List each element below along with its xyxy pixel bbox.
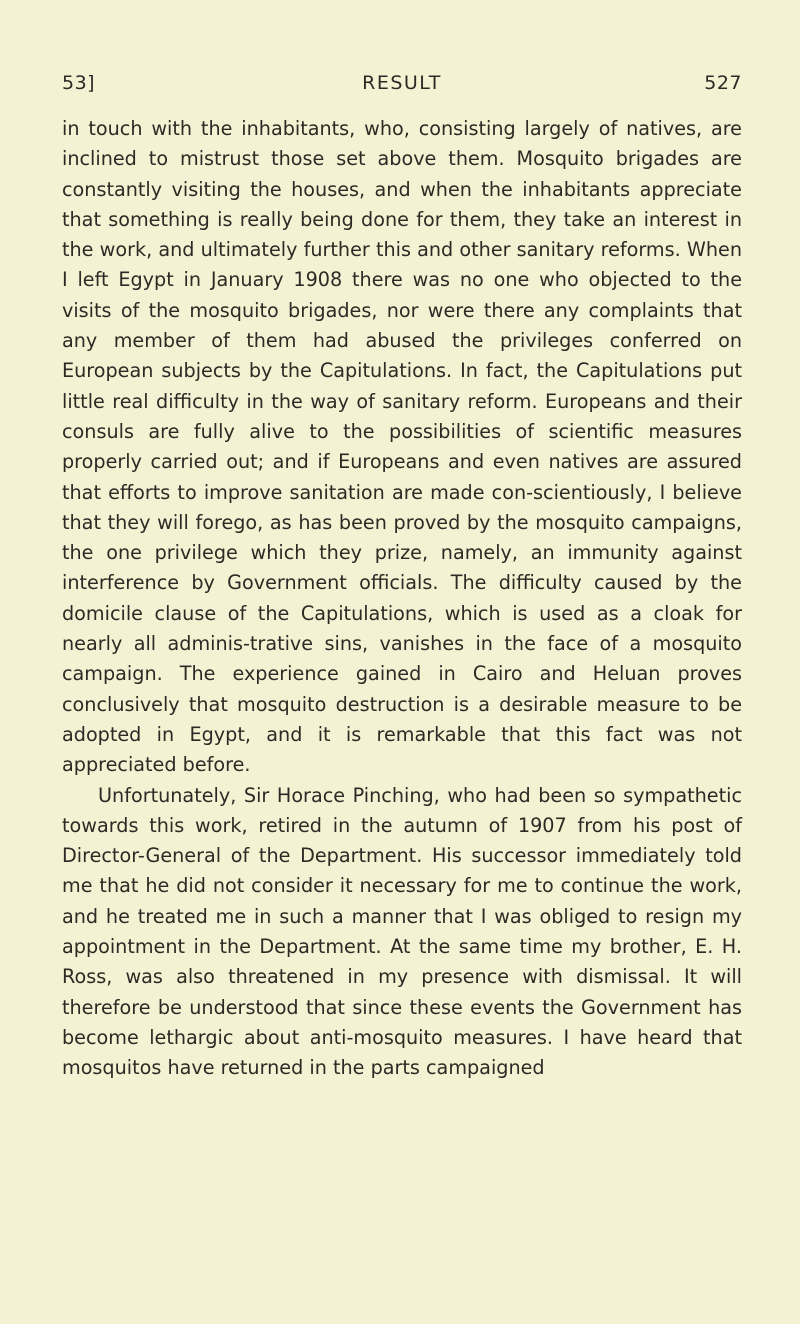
running-title: RESULT [362, 72, 442, 94]
paragraph-continued: in touch with the inhabitants, who, consisting largely of natives, are inclined to mistrust those set above them. Mosquito brigades are constantly visiting the houses, and when the inhabitants appreciate that something is really being done for them, they take an interest in the work, and ultimately further this and other sanitary reforms. When I left Egypt in January 1908 there was no one who objected to the visits of the mosquito brigades, nor were there any complaints that any member of them had abused the privileges conferred on European subjects by the Capitulations. In fact, the Capitulations put little real difficulty in the way of sanitary reform. Europeans and their consuls are fully alive to the possibilities of scientific measures properly carried out; and if Europeans and even natives are assured that efforts to improve sanitation are made con-scientiously, I believe that they will forego, as has been proved by the mosquito campaigns, the one privilege which they prize, namely, an immunity against interference by Government officials. The difficulty caused by the domicile clause of the Capitulations, which is used as a cloak for nearly all adminis-trative sins, vanishes in the face of a mosquito campaign. The experience gained in Cairo and Heluan proves conclusively that mosquito destruction is a desirable measure to be adopted in Egypt, and it is remarkable that this fact was not appreciated before. [62, 117, 742, 777]
section-number: 53] [62, 72, 96, 94]
page-number: 527 [704, 72, 742, 94]
running-head [62, 72, 742, 102]
body-text [62, 114, 742, 1084]
paragraph: Unfortunately, Sir Horace Pinching, who had been so sympathetic towards this work, retired in the autumn of 1907 from his post of Director-General of the Department. His successor immediately told me that he did not consider it necessary for me to continue the work, and he treated me in such a manner that I was obliged to resign my appointment in the Department. At the same time my brother, E. H. Ross, was also threatened in my presence with dismissal. It will therefore be understood that since these events the Government has become lethargic about anti-mosquito measures. I have heard that mosquitos have returned in the parts campaigned [62, 783, 742, 1080]
